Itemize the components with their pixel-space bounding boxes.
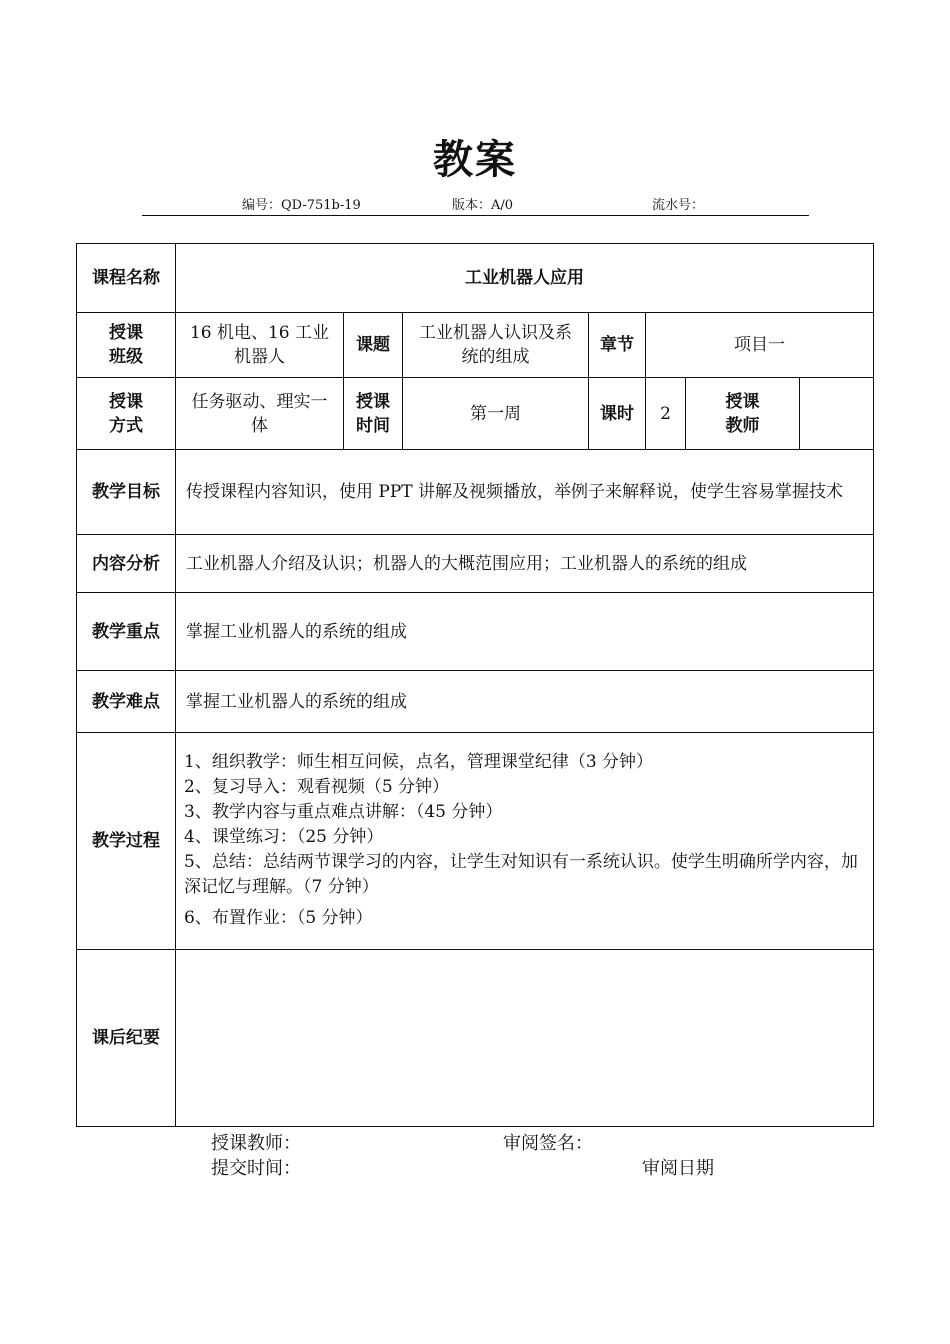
teacher-label-text: 授课教师 [725,391,760,436]
process-item: 5、总结：总结两节课学习的内容，让学生对知识有一系统认识。使学生明确所学内容，加深记忆与理解。（7 分钟） [184,851,858,897]
topic-label: 课题 [344,313,403,378]
footer-submit-time: 提交时间： [211,1158,301,1179]
key-point-value: 掌握工业机器人的系统的组成 [176,593,874,671]
process-item: 6、布置作业：（5 分钟） [184,907,373,928]
class-value [176,313,344,378]
difficulty-value: 掌握工业机器人的系统的组成 [176,671,874,733]
teacher-value [800,378,874,450]
process-item: 1、组织教学：师生相互问候，点名，管理课堂纪律（3 分钟） [184,751,654,772]
notes-value [176,950,874,1127]
key-point-label: 教学重点 [77,593,176,671]
hours-label: 课时 [589,378,646,450]
process-item: 3、教学内容与重点难点讲解：（45 分钟） [184,801,503,822]
method-value-text: 任务驱动、理实一体 [191,391,328,436]
method-label-text: 授课方式 [109,391,143,436]
method-label [77,378,176,450]
footer-review-sign: 审阅签名： [503,1133,593,1154]
topic-value-text: 工业机器人认识及系统的组成 [419,323,572,367]
process-label: 教学过程 [77,733,176,950]
class-value-text: 16 机电、16 工业机器人 [189,323,330,367]
course-label: 课程名称 [77,244,176,313]
teacher-label [686,378,800,450]
header-divider [142,215,809,216]
analysis-label: 内容分析 [77,535,176,593]
chapter-label: 章节 [589,313,646,378]
chapter-value: 项目一 [646,313,874,378]
process-value [176,733,874,950]
time-value: 第一周 [403,378,589,450]
footer-teacher: 授课教师： [211,1133,301,1154]
hours-value: 2 [646,378,686,450]
difficulty-label: 教学难点 [77,671,176,733]
method-value [176,378,344,450]
topic-value [403,313,589,378]
notes-label: 课后纪要 [77,950,176,1127]
goal-value: 传授课程内容知识，使用 PPT 讲解及视频播放，举例子来解释说，使学生容易掌握技术 [176,450,874,535]
lesson-plan-table [76,243,874,1127]
doc-serial: 流水号： [652,198,705,213]
goal-label: 教学目标 [77,450,176,535]
time-label-text: 授课时间 [356,391,390,436]
course-value: 工业机器人应用 [176,244,874,313]
class-label [77,313,176,378]
analysis-value: 工业机器人介绍及认识；机器人的大概范围应用；工业机器人的系统的组成 [176,535,874,593]
document-title: 教案 [433,136,517,183]
class-label-text: 授课班级 [109,323,143,367]
process-item: 4、课堂练习：（25 分钟） [184,826,384,847]
doc-version: 版本：A/0 [452,198,514,213]
time-label [344,378,403,450]
process-item: 2、复习导入：观看视频（5 分钟） [184,776,450,797]
doc-code: 编号：QD-751b-19 [242,198,361,213]
footer-review-date: 审阅日期 [642,1158,714,1179]
